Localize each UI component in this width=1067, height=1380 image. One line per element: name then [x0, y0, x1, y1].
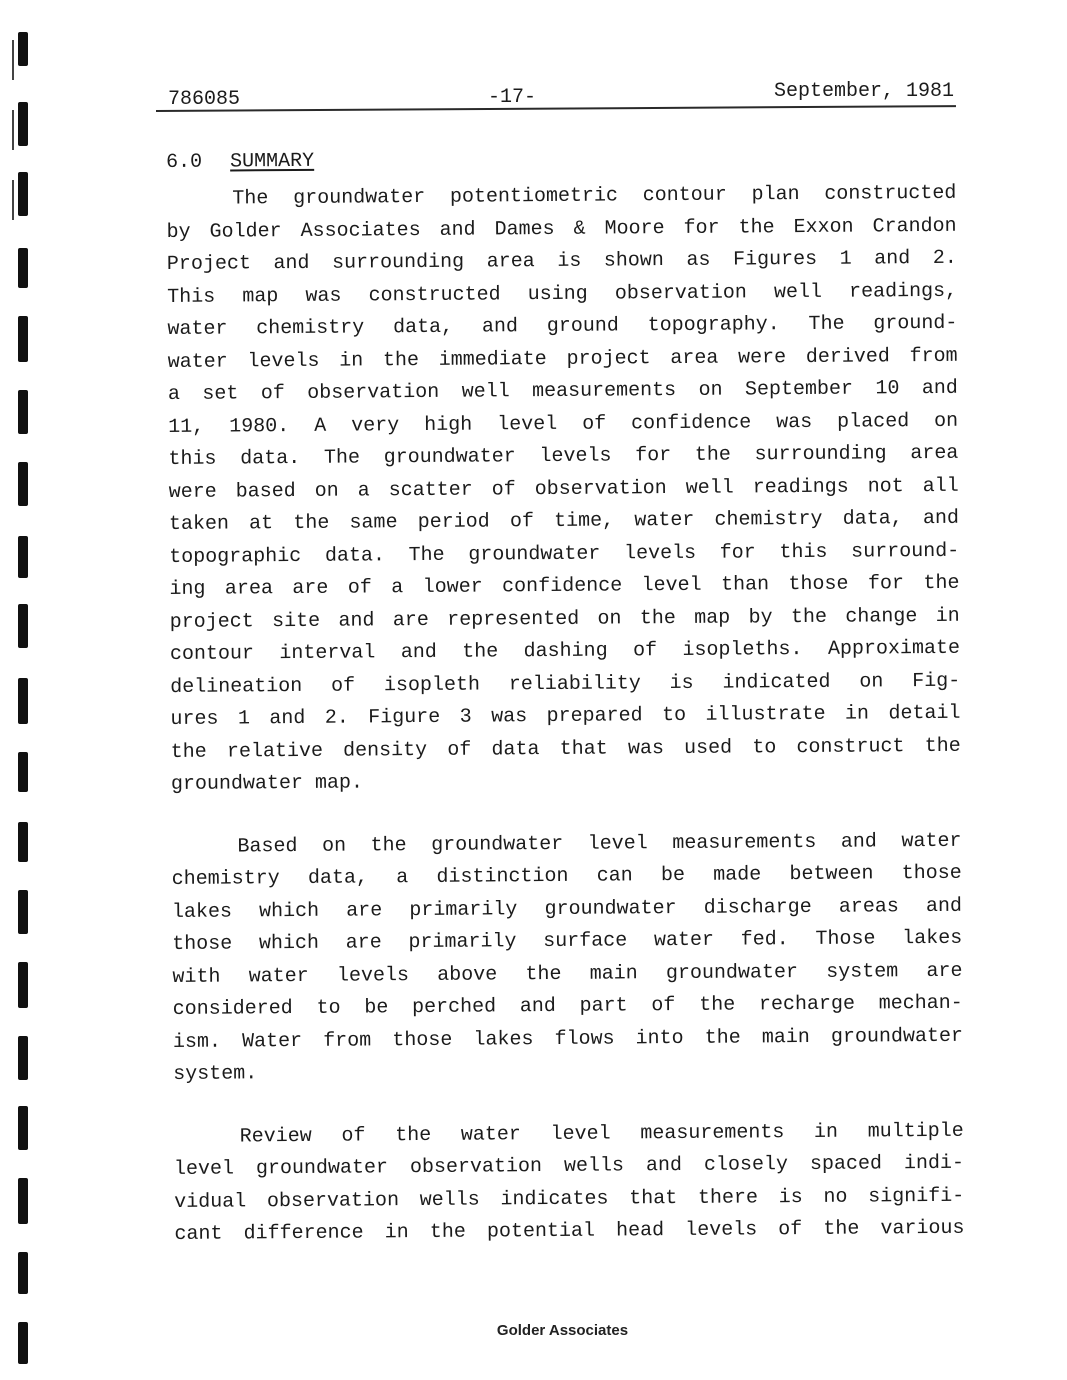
- binding-mark: [18, 102, 28, 146]
- paragraph-line: by Golder Associates and Dames & Moore for the Exxon Crandon: [166, 214, 957, 244]
- binding-mark: [18, 604, 28, 648]
- paragraph-line: the relative density of data that was used to construct the: [170, 734, 961, 764]
- binding-mark: [18, 752, 28, 792]
- paragraph-line: taken at the same period of time, water chemistry data, and: [168, 506, 960, 536]
- document-date: September, 1981: [773, 80, 954, 103]
- paragraph-line: 11, 1980. A very high level of confidence was placed on: [168, 409, 959, 439]
- binding-mark: [18, 962, 28, 1008]
- paragraph: [166, 178, 961, 802]
- binding-mark: [18, 1106, 28, 1150]
- paragraph-line: water levels in the immediate project area were derived from: [167, 344, 958, 374]
- paragraph-line: Review of the water level measurements in multiple: [239, 1119, 964, 1148]
- binding-mark: [12, 180, 14, 220]
- paragraph: [174, 1115, 965, 1251]
- binding-mark: [18, 172, 28, 216]
- binding-mark: [12, 110, 14, 150]
- paragraph-line: lakes which are primarily groundwater discharge areas and: [171, 894, 963, 924]
- binding-mark: [12, 40, 14, 80]
- section-title: SUMMARY: [230, 149, 315, 174]
- document-number: 786085: [168, 88, 241, 111]
- binding-mark: [18, 462, 28, 506]
- document-body: [166, 144, 965, 1252]
- paragraph-line: contour interval and the dashing of isopleths. Approximate: [169, 636, 961, 666]
- binding-mark: [18, 890, 28, 934]
- binding-mark: [18, 1178, 28, 1224]
- paragraph-line: vidual observation wells indicates that there is no signifi-: [174, 1184, 965, 1214]
- footer-firm: Golder Associates: [496, 1322, 629, 1339]
- binding-mark: [18, 32, 28, 66]
- paragraph-line: were based on a scatter of observation well readings not all: [168, 474, 959, 504]
- binding-mark: [18, 536, 28, 578]
- paragraph-line: ism. Water from those lakes flows into the main groundwater: [172, 1024, 964, 1054]
- section-number: 6.0: [166, 150, 203, 174]
- binding-mark: [18, 390, 28, 434]
- binding-mark: [18, 678, 28, 724]
- paragraph-line: The groundwater potentiometric contour plan constructed: [232, 181, 957, 211]
- paragraph-line: level groundwater observation wells and closely spaced indi-: [173, 1151, 965, 1181]
- binding-mark: [18, 822, 28, 862]
- paragraph-line: cant difference in the potential head levels of the various: [174, 1216, 965, 1246]
- paragraph-line: This map was constructed using observation well readings,: [167, 279, 958, 309]
- paragraph-line: a set of observation well measurements on September 10 and: [167, 376, 958, 406]
- paragraph-line: water chemistry data, and ground topography. The ground-: [167, 311, 958, 341]
- paragraph-line: considered to be perched and part of the recharge mechan-: [172, 991, 963, 1021]
- binding-mark: [18, 1036, 28, 1080]
- paragraph-line: delineation of isopleth reliability is indicated on Fig-: [170, 669, 961, 699]
- paragraph-line: chemistry data, a distinction can be made between those: [171, 861, 962, 891]
- paragraph-line: system.: [173, 1062, 258, 1086]
- paragraph-line: groundwater map.: [170, 771, 364, 796]
- binding-mark: [18, 1252, 28, 1294]
- paragraph-line: with water levels above the main groundwater system are: [172, 959, 963, 989]
- paragraph: [171, 825, 963, 1091]
- paragraph-line: project site and are represented on the map by the change in: [169, 604, 960, 634]
- page-number: -17-: [488, 86, 537, 109]
- binding-mark: [18, 248, 28, 288]
- paragraph-line: Project and surrounding area is shown as Figures 1 and 2.: [166, 246, 957, 276]
- paragraph-line: this data. The groundwater levels for the surrounding area: [168, 441, 959, 471]
- paragraph-line: topographic data. The groundwater levels for this surround-: [169, 539, 960, 569]
- paragraph-line: ures 1 and 2. Figure 3 was prepared to illustrate in detail: [170, 701, 961, 731]
- binding-mark: [18, 316, 28, 362]
- paragraph-line: ing area are of a lower confidence level than those for the: [169, 571, 960, 601]
- paragraph-line: Based on the groundwater level measurements and water: [237, 829, 962, 858]
- paragraph-line: those which are primarily surface water fed. Those lakes: [172, 926, 963, 956]
